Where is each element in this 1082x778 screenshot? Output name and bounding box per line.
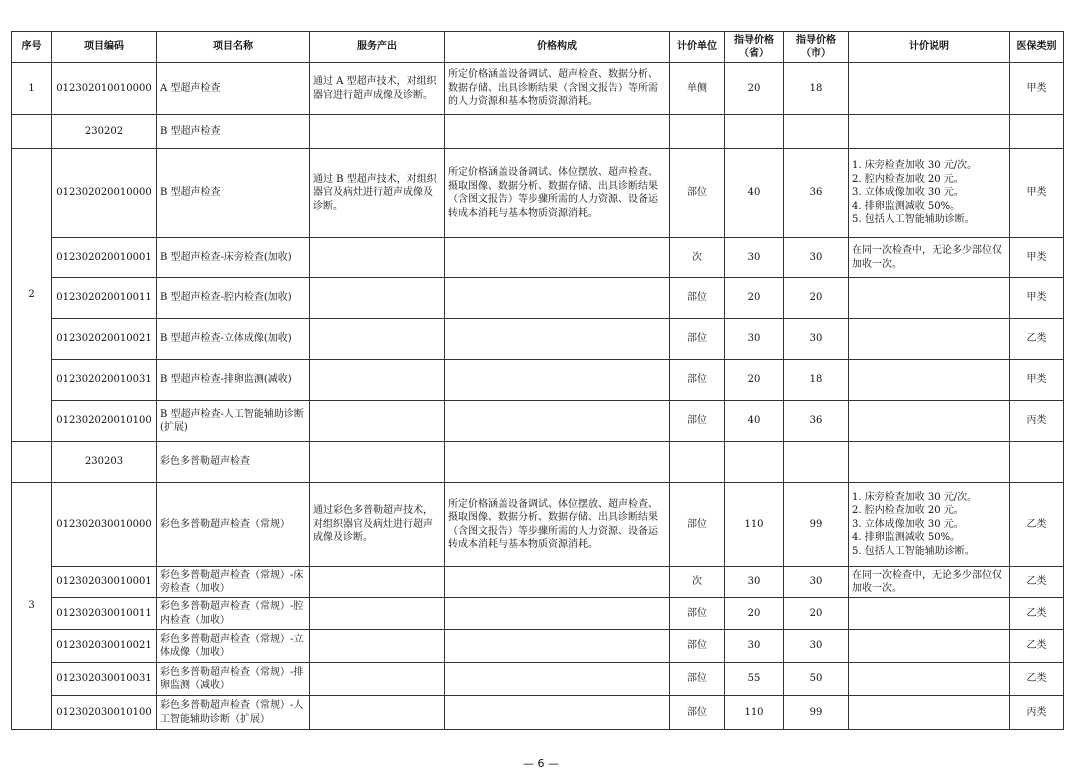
item-code: 012302020010000 <box>52 149 157 238</box>
empty-cell <box>849 442 1010 483</box>
seq-cell: 2 <box>12 149 52 442</box>
price-city: 99 <box>784 696 849 730</box>
empty-cell <box>784 442 849 483</box>
pricing-note: 1. 床旁检查加收 30 元/次。 2. 腔内检查加收 20 元。 3. 立体成像加收 30 元。 4. 排卵监测减收 50%。 5. 包括人工智能辅助诊断。 <box>849 149 1010 238</box>
empty-cell <box>310 442 445 483</box>
pricing-unit: 部位 <box>670 696 725 730</box>
price-composition <box>445 238 670 278</box>
insurance-category: 甲类 <box>1010 360 1064 401</box>
price-composition <box>445 319 670 360</box>
item-code: 012302030010100 <box>52 696 157 730</box>
insurance-category: 乙类 <box>1010 319 1064 360</box>
table-row <box>12 63 1064 115</box>
price-city: 30 <box>784 319 849 360</box>
service-output <box>310 238 445 278</box>
price-composition <box>445 401 670 442</box>
price-city: 50 <box>784 663 849 696</box>
item-code: 012302030010000 <box>52 483 157 567</box>
header-composition: 价格构成 <box>445 32 670 63</box>
item-name: B 型超声检查-床旁检查(加收) <box>157 238 310 278</box>
insurance-category: 甲类 <box>1010 278 1064 319</box>
table-body <box>12 63 1064 730</box>
pricing-unit: 部位 <box>670 483 725 567</box>
seq-cell <box>12 115 52 149</box>
price-composition: 所定价格涵盖设备调试、超声检查、数据分析、数据存储、出具诊断结果（含图文报告）等所需的人力资源和基本物质资源消耗。 <box>445 63 670 115</box>
table-row <box>12 401 1064 442</box>
pricing-unit: 部位 <box>670 630 725 663</box>
pricing-unit: 部位 <box>670 278 725 319</box>
price-composition <box>445 360 670 401</box>
service-output <box>310 360 445 401</box>
seq-cell: 1 <box>12 63 52 115</box>
service-output <box>310 319 445 360</box>
pricing-note <box>849 663 1010 696</box>
service-output <box>310 598 445 630</box>
pricing-unit: 部位 <box>670 598 725 630</box>
service-output <box>310 567 445 598</box>
price-province: 110 <box>725 483 784 567</box>
item-code: 012302020010021 <box>52 319 157 360</box>
pricing-note <box>849 401 1010 442</box>
insurance-category: 乙类 <box>1010 567 1064 598</box>
item-name: A 型超声检查 <box>157 63 310 115</box>
pricing-note <box>849 63 1010 115</box>
pricing-unit: 次 <box>670 567 725 598</box>
price-city: 18 <box>784 63 849 115</box>
empty-cell <box>1010 115 1064 149</box>
price-composition: 所定价格涵盖设备调试、体位摆放、超声检查、摄取图像、数据分析、数据存储、出具诊断结果（含图文报告）等步骤所需的人力资源、设备运转成本消耗与基本物质资源消耗。 <box>445 483 670 567</box>
price-province: 20 <box>725 598 784 630</box>
service-output: 通过 B 型超声技术，对组织器官及病灶进行超声成像及诊断。 <box>310 149 445 238</box>
insurance-category: 甲类 <box>1010 238 1064 278</box>
service-output <box>310 663 445 696</box>
price-city: 20 <box>784 598 849 630</box>
price-city: 36 <box>784 401 849 442</box>
header-price-city: 指导价格 （市） <box>784 32 849 63</box>
pricing-unit: 单侧 <box>670 63 725 115</box>
empty-cell <box>1010 442 1064 483</box>
insurance-category: 丙类 <box>1010 401 1064 442</box>
header-code: 项目编码 <box>52 32 157 63</box>
pricing-note: 在同一次检查中，无论多少部位仅加收一次。 <box>849 567 1010 598</box>
pricing-unit: 部位 <box>670 149 725 238</box>
item-code: 012302030010021 <box>52 630 157 663</box>
insurance-category: 甲类 <box>1010 63 1064 115</box>
table-row <box>12 360 1064 401</box>
category-name: 彩色多普勒超声检查 <box>157 442 310 483</box>
pricing-unit: 次 <box>670 238 725 278</box>
insurance-category: 乙类 <box>1010 598 1064 630</box>
insurance-category: 乙类 <box>1010 483 1064 567</box>
price-city: 36 <box>784 149 849 238</box>
item-name: 彩色多普勒超声检查（常规） <box>157 483 310 567</box>
price-city: 18 <box>784 360 849 401</box>
table-row <box>12 696 1064 730</box>
price-composition <box>445 598 670 630</box>
service-output <box>310 630 445 663</box>
service-output <box>310 696 445 730</box>
seq-cell <box>12 442 52 483</box>
empty-cell <box>784 115 849 149</box>
header-unit: 计价单位 <box>670 32 725 63</box>
table-row <box>12 567 1064 598</box>
pricing-note: 1. 床旁检查加收 30 元/次。 2. 腔内检查加收 20 元。 3. 立体成像加收 30 元。 4. 排卵监测减收 50%。 5. 包括人工智能辅助诊断。 <box>849 483 1010 567</box>
price-province: 30 <box>725 319 784 360</box>
pricing-unit: 部位 <box>670 319 725 360</box>
empty-cell <box>445 115 670 149</box>
table-row <box>12 663 1064 696</box>
price-city: 99 <box>784 483 849 567</box>
header-note: 计价说明 <box>849 32 1010 63</box>
item-code: 012302020010031 <box>52 360 157 401</box>
item-code: 012302030010001 <box>52 567 157 598</box>
pricing-note <box>849 278 1010 319</box>
pricing-note <box>849 598 1010 630</box>
table-row <box>12 238 1064 278</box>
price-city: 30 <box>784 567 849 598</box>
price-city: 20 <box>784 278 849 319</box>
item-name: B 型超声检查-排卵监测(减收) <box>157 360 310 401</box>
empty-cell <box>670 115 725 149</box>
empty-cell <box>670 442 725 483</box>
table-row <box>12 319 1064 360</box>
price-province: 40 <box>725 401 784 442</box>
price-table <box>11 31 1064 730</box>
price-province: 30 <box>725 630 784 663</box>
item-code: 012302020010100 <box>52 401 157 442</box>
price-province: 20 <box>725 278 784 319</box>
price-province: 20 <box>725 63 784 115</box>
price-composition <box>445 663 670 696</box>
category-row <box>12 115 1064 149</box>
pricing-note <box>849 360 1010 401</box>
item-name: 彩色多普勒超声检查（常规）-排卵监测（减收） <box>157 663 310 696</box>
table-row <box>12 278 1064 319</box>
header-insurance: 医保类别 <box>1010 32 1064 63</box>
pricing-note <box>849 696 1010 730</box>
item-name: B 型超声检查-人工智能辅助诊断(扩展) <box>157 401 310 442</box>
item-name: B 型超声检查 <box>157 149 310 238</box>
price-city: 30 <box>784 630 849 663</box>
price-composition <box>445 278 670 319</box>
insurance-category: 丙类 <box>1010 696 1064 730</box>
empty-cell <box>310 115 445 149</box>
insurance-category: 乙类 <box>1010 630 1064 663</box>
category-name: B 型超声检查 <box>157 115 310 149</box>
header-output: 服务产出 <box>310 32 445 63</box>
category-code: 230203 <box>52 442 157 483</box>
pricing-note <box>849 630 1010 663</box>
price-city: 30 <box>784 238 849 278</box>
category-row <box>12 442 1064 483</box>
header-row <box>12 32 1064 63</box>
table-row <box>12 483 1064 567</box>
insurance-category: 乙类 <box>1010 663 1064 696</box>
item-code: 012302020010011 <box>52 278 157 319</box>
item-code: 012302010010000 <box>52 63 157 115</box>
pricing-unit: 部位 <box>670 401 725 442</box>
pricing-note: 在同一次检查中，无论多少部位仅加收一次。 <box>849 238 1010 278</box>
item-code: 012302030010031 <box>52 663 157 696</box>
item-code: 012302020010001 <box>52 238 157 278</box>
item-name: B 型超声检查-腔内检查(加收) <box>157 278 310 319</box>
item-name: 彩色多普勒超声检查（常规）-腔内检查（加收） <box>157 598 310 630</box>
page-number: — 6 — <box>523 757 559 770</box>
service-output <box>310 278 445 319</box>
price-province: 20 <box>725 360 784 401</box>
service-output: 通过彩色多普勒超声技术，对组织器官及病灶进行超声成像及诊断。 <box>310 483 445 567</box>
table-row <box>12 598 1064 630</box>
item-name: 彩色多普勒超声检查（常规）-床旁检查（加收） <box>157 567 310 598</box>
pricing-note <box>849 319 1010 360</box>
seq-cell: 3 <box>12 483 52 730</box>
price-composition <box>445 696 670 730</box>
table-row <box>12 149 1064 238</box>
empty-cell <box>445 442 670 483</box>
service-output <box>310 401 445 442</box>
empty-cell <box>849 115 1010 149</box>
pricing-unit: 部位 <box>670 663 725 696</box>
pricing-unit: 部位 <box>670 360 725 401</box>
item-code: 012302030010011 <box>52 598 157 630</box>
price-province: 40 <box>725 149 784 238</box>
empty-cell <box>725 115 784 149</box>
service-output: 通过 A 型超声技术，对组织器官进行超声成像及诊断。 <box>310 63 445 115</box>
price-composition: 所定价格涵盖设备调试、体位摆放、超声检查、摄取图像、数据分析、数据存储、出具诊断结果（含图文报告）等步骤所需的人力资源、设备运转成本消耗与基本物质资源消耗。 <box>445 149 670 238</box>
empty-cell <box>725 442 784 483</box>
item-name: 彩色多普勒超声检查（常规）-立体成像（加收） <box>157 630 310 663</box>
price-province: 55 <box>725 663 784 696</box>
header-price-province: 指导价格 （省） <box>725 32 784 63</box>
price-province: 30 <box>725 238 784 278</box>
price-composition <box>445 630 670 663</box>
category-code: 230202 <box>52 115 157 149</box>
item-name: B 型超声检查-立体成像(加收) <box>157 319 310 360</box>
insurance-category: 甲类 <box>1010 149 1064 238</box>
header-seq: 序号 <box>12 32 52 63</box>
header-name: 项目名称 <box>157 32 310 63</box>
item-name: 彩色多普勒超声检查（常规）-人工智能辅助诊断（扩展） <box>157 696 310 730</box>
price-composition <box>445 567 670 598</box>
table-row <box>12 630 1064 663</box>
price-province: 110 <box>725 696 784 730</box>
price-province: 30 <box>725 567 784 598</box>
